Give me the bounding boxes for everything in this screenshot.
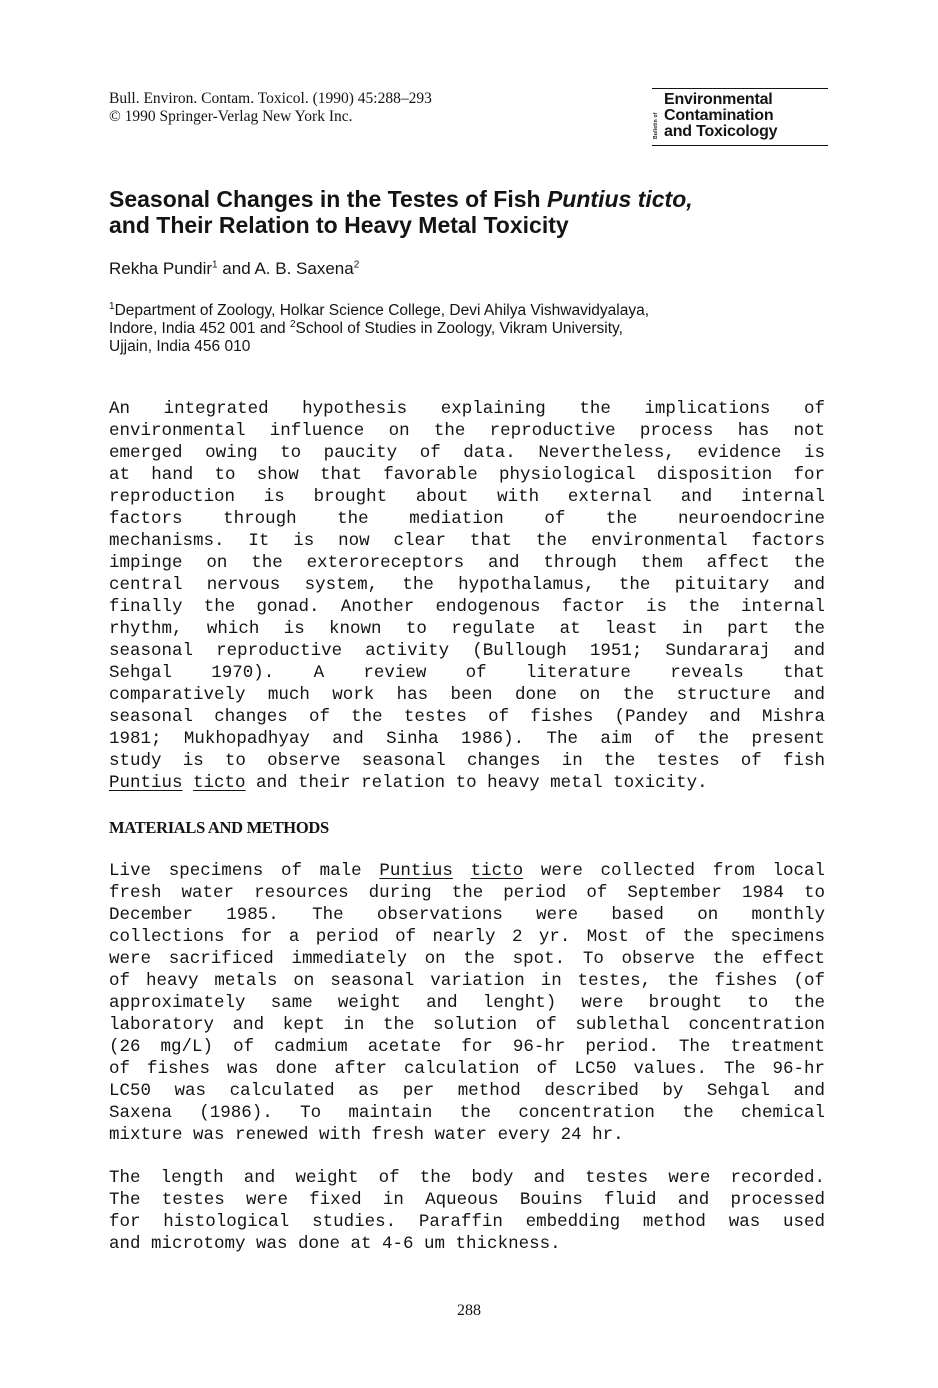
text-line: of heavy metals on seasonal variation in testes, the fishes (of xyxy=(109,971,825,991)
journal-logo-side-text: Bulletin of xyxy=(653,112,659,139)
species-name: ticto xyxy=(193,773,246,793)
text-line: at hand to show that favorable physiological disposition for xyxy=(109,465,825,485)
affiliations xyxy=(109,302,649,356)
affil-sup: 2 xyxy=(289,318,296,330)
text-line: reproduction is brought about with external and internal xyxy=(109,487,825,507)
text-line: finally the gonad. Another endogenous factor is the internal xyxy=(109,597,825,617)
text-fragment: and their relation to heavy metal toxicity. xyxy=(245,773,708,793)
author-list xyxy=(109,259,359,279)
author-name: Rekha Pundir xyxy=(109,259,213,278)
species-name: Puntius xyxy=(109,773,183,793)
text-line: LC50 was calculated as per method described by Sehgal and xyxy=(109,1081,825,1101)
page-number: 288 xyxy=(457,1302,481,1319)
text-line: mixture was renewed with fresh water every 24 hr. xyxy=(109,1125,624,1145)
affil-text: Ujjain, India 456 010 xyxy=(109,338,251,355)
text-line: were sacrificed immediately on the spot. To observe the effect xyxy=(109,949,825,969)
text-line: of fishes was done after calculation of LC50 values. The 96-hr xyxy=(109,1059,825,1079)
text-line: mechanisms. It is now clear that the environmental factors xyxy=(109,531,825,551)
section-heading: MATERIALS AND METHODS xyxy=(109,818,329,837)
text-line: December 1985. The observations were based on monthly xyxy=(109,905,825,925)
text-line: rhythm, which is known to regulate at least in part the xyxy=(109,619,825,639)
text-line: (26 mg/L) of cadmium acetate for 96-hr period. The treatment xyxy=(109,1037,825,1057)
text-line xyxy=(109,772,825,794)
text-line: 1981; Mukhopadhyay and Sinha 1986). The aim of the present xyxy=(109,729,825,749)
author-name: and A. B. Saxena xyxy=(217,259,354,278)
text-line: and microtomy was done at 4-6 um thickness. xyxy=(109,1234,561,1254)
text-fragment: were collected from local xyxy=(523,861,825,881)
affil-text: School of Studies in Zoology, Vikram University, xyxy=(295,320,623,337)
text-line xyxy=(109,860,825,882)
text-line: Saxena (1986). To maintain the concentration the chemical xyxy=(109,1103,825,1123)
methods-paragraph xyxy=(109,860,825,1146)
text-line: seasonal reproductive activity (Bullough 1951; Sundararaj and xyxy=(109,641,825,661)
title-text: Seasonal Changes in the Testes of Fish xyxy=(109,186,547,212)
citation-block xyxy=(109,90,432,126)
journal-logo-line: Environmental xyxy=(664,91,773,108)
text-line: study is to observe seasonal changes in the testes of fish xyxy=(109,751,825,771)
text-line: The testes were fixed in Aqueous Bouins fluid and processed xyxy=(109,1190,825,1210)
text-fragment: Live specimens of male xyxy=(109,861,380,881)
species-name: ticto xyxy=(470,861,524,881)
text-line: seasonal changes of the testes of fishes (Pandey and Mishra xyxy=(109,707,825,727)
text-line: environmental influence on the reproductive process has not xyxy=(109,421,825,441)
citation-line: Bull. Environ. Contam. Toxicol. (1990) 45:288–293 xyxy=(109,90,432,107)
methods-paragraph xyxy=(109,1167,825,1255)
species-name: Puntius xyxy=(379,861,453,881)
copyright-line: © 1990 Springer-Verlag New York Inc. xyxy=(109,108,353,125)
author-sup: 2 xyxy=(353,259,360,271)
title-text: and Their Relation to Heavy Metal Toxicity xyxy=(109,212,569,238)
text-line: approximately same weight and lenght) were brought to the xyxy=(109,993,825,1013)
text-line: laboratory and kept in the solution of sublethal concentration xyxy=(109,1015,825,1035)
text-line: The length and weight of the body and testes were recorded. xyxy=(109,1168,825,1188)
affil-sup: 1 xyxy=(109,300,115,312)
affil-text: Department of Zoology, Holkar Science College, Devi Ahilya Vishwavidyalaya, xyxy=(114,302,650,319)
journal-logo xyxy=(652,88,828,146)
journal-logo-line: Contamination xyxy=(664,107,774,124)
title-species-name: Puntius ticto, xyxy=(546,186,693,212)
text-line: collections for a period of nearly 2 yr. Most of the specimens xyxy=(109,927,825,947)
intro-paragraph xyxy=(109,398,825,794)
text-line: emerged owing to paucity of data. Nevertheless, evidence is xyxy=(109,443,825,463)
text-line: central nervous system, the hypothalamus, the pituitary and xyxy=(109,575,825,595)
journal-logo-line: and Toxicology xyxy=(664,123,778,140)
article-title xyxy=(109,186,693,238)
text-line: for histological studies. Paraffin embedding method was used xyxy=(109,1212,825,1232)
text-line: fresh water resources during the period of September 1984 to xyxy=(109,883,825,903)
text-line: Sehgal 1970). A review of literature reveals that xyxy=(109,663,825,683)
text-line: comparatively much work has been done on the structure and xyxy=(109,685,825,705)
text-line: An integrated hypothesis explaining the implications of xyxy=(109,399,825,419)
affil-text: Indore, India 452 001 and xyxy=(109,320,290,337)
author-sup: 1 xyxy=(212,259,218,271)
text-line: factors through the mediation of the neuroendocrine xyxy=(109,509,825,529)
text-line: impinge on the exteroreceptors and through them affect the xyxy=(109,553,825,573)
